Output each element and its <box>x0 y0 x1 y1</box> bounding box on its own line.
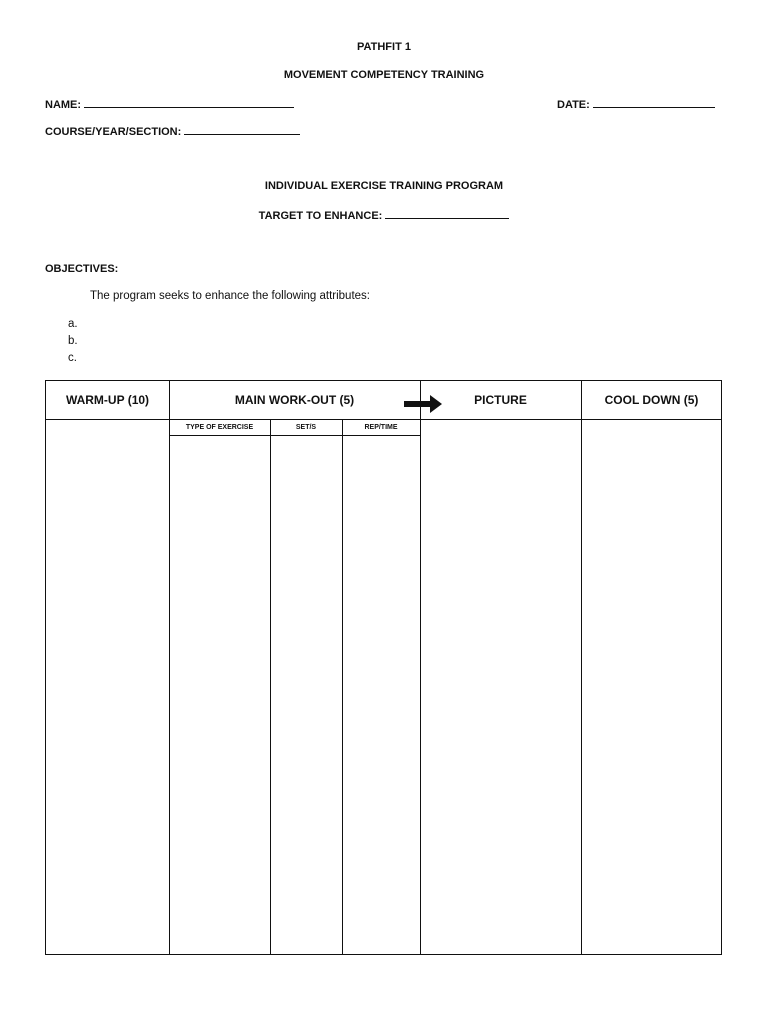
page-title: MOVEMENT COMPETENCY TRAINING <box>283 69 485 81</box>
name-field <box>45 97 294 111</box>
target-label: TARGET TO ENHANCE: <box>258 210 383 222</box>
divider-main-picture <box>420 381 421 954</box>
objectives-intro: The program seeks to enhance the following attributes: <box>90 290 370 302</box>
column-cooldown: COOL DOWN (5) <box>604 393 699 407</box>
divider-type-sets <box>270 419 271 954</box>
divider-sets-reps <box>342 419 343 954</box>
objectives-heading: OBJECTIVES: <box>45 263 119 275</box>
target-field <box>0 208 768 222</box>
subcolumn-type-of-exercise: TYPE OF EXERCISE <box>185 423 254 431</box>
objective-item-c: c. <box>68 352 77 364</box>
course-code: PATHFIT 1 <box>357 41 411 53</box>
column-warmup: WARM-UP (10) <box>65 393 150 407</box>
course-field <box>45 124 300 138</box>
column-main-workout: MAIN WORK-OUT (5) <box>234 393 355 407</box>
course-blank[interactable] <box>184 124 300 135</box>
name-blank[interactable] <box>84 97 294 108</box>
program-title: INDIVIDUAL EXERCISE TRAINING PROGRAM <box>264 180 504 192</box>
right-arrow-icon <box>404 395 442 413</box>
course-label: COURSE/YEAR/SECTION: <box>45 126 182 138</box>
subheader-row-divider <box>169 435 420 436</box>
name-label: NAME: <box>45 99 82 111</box>
target-blank[interactable] <box>385 208 509 219</box>
subcolumn-sets: SET/S <box>295 423 317 431</box>
subcolumn-rep-time: REP/TIME <box>364 423 398 431</box>
objective-item-a: a. <box>68 318 78 330</box>
column-picture: PICTURE <box>474 393 527 407</box>
objective-item-b: b. <box>68 335 78 347</box>
training-program-table <box>45 380 722 955</box>
divider-picture-cooldown <box>581 381 582 954</box>
divider-warmup-main <box>169 381 170 954</box>
date-label: DATE: <box>557 99 590 111</box>
date-blank[interactable] <box>593 97 715 108</box>
date-field <box>557 97 715 111</box>
